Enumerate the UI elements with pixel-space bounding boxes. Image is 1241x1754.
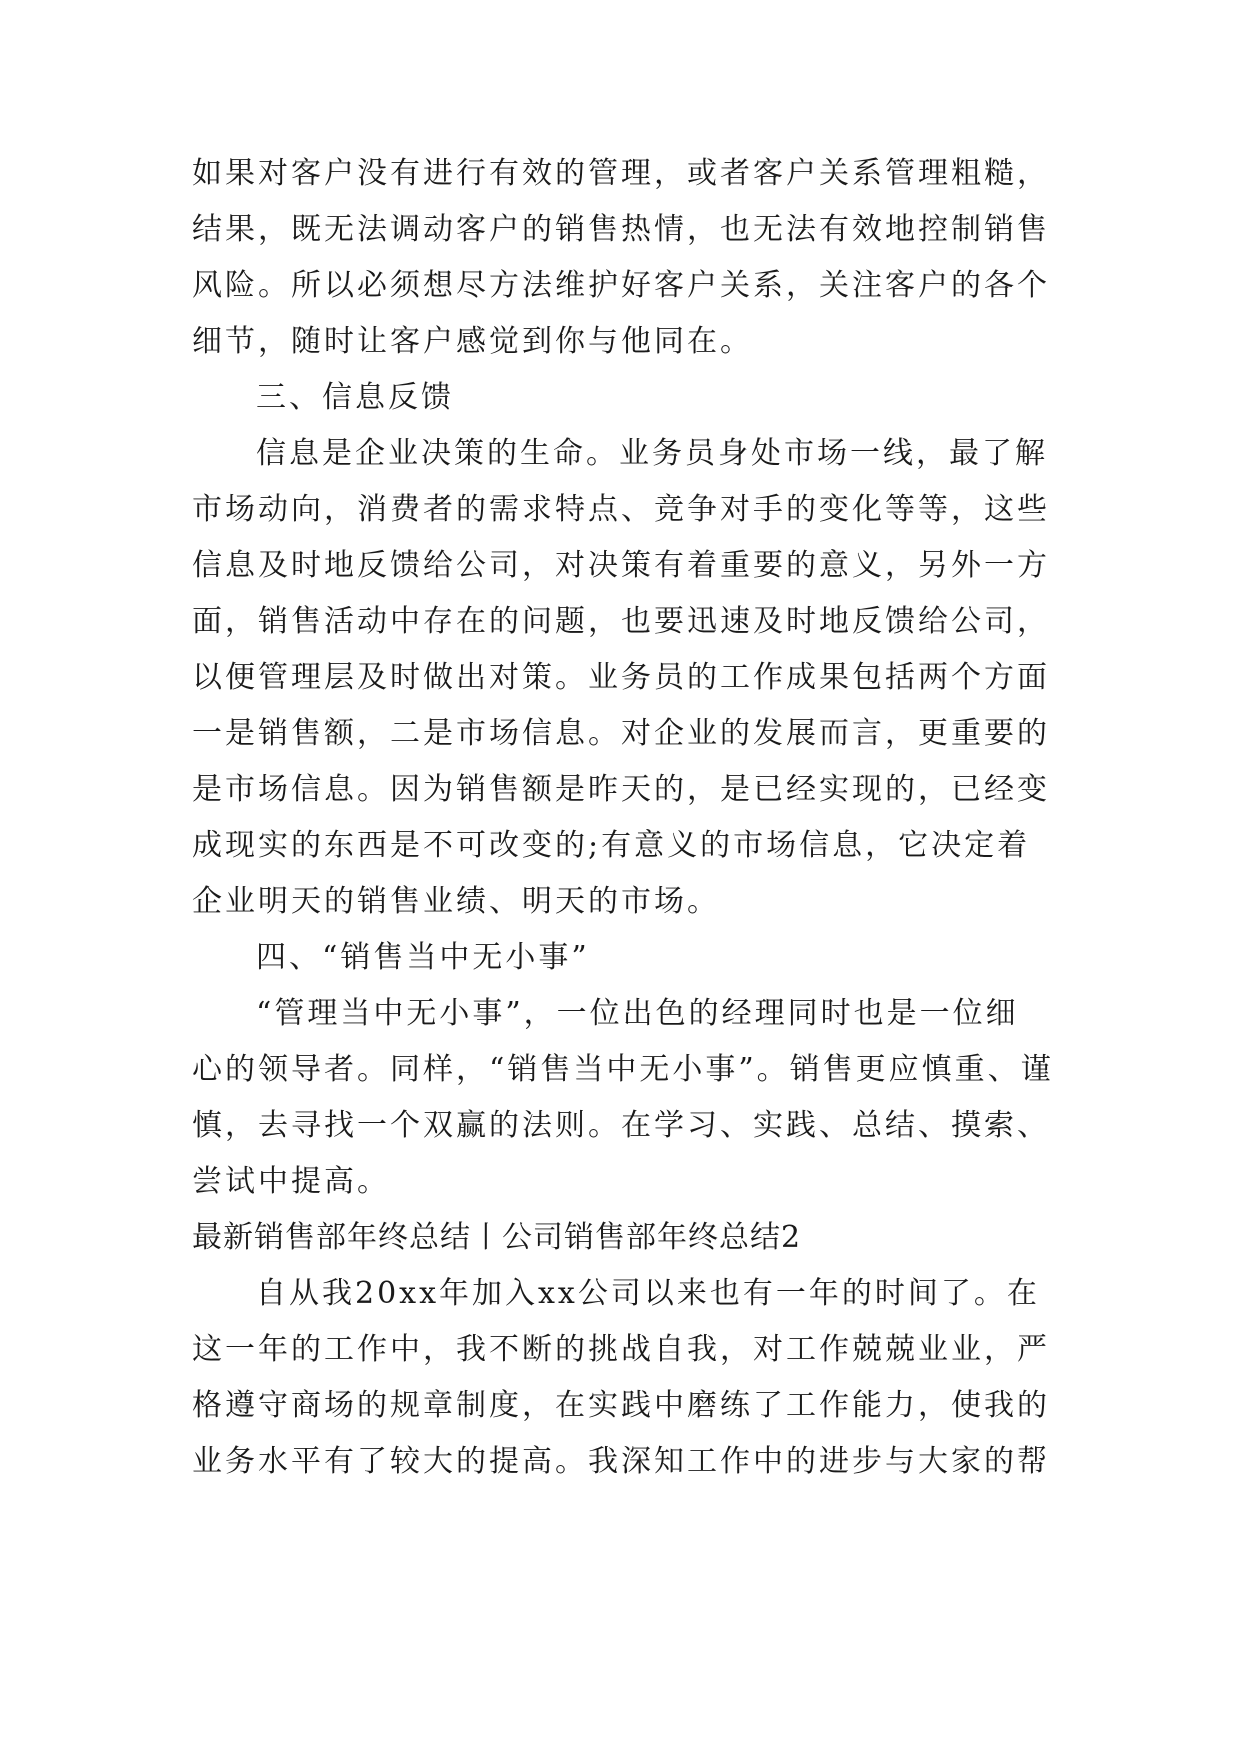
document-title: 最新销售部年终总结丨公司销售部年终总结2 <box>192 1220 802 1255</box>
body-text-line: 自从我20xx年加入xx公司以来也有一年的时间了。在 <box>256 1276 1040 1311</box>
body-text-line: 是市场信息。因为销售额是昨天的，是已经实现的，已经变 <box>192 772 1050 807</box>
body-text-line: 面，销售活动中存在的问题，也要迅速及时地反馈给公司， <box>192 604 1050 639</box>
body-text-line: 细节，随时让客户感觉到你与他同在。 <box>192 324 753 359</box>
body-text-line: 业务水平有了较大的提高。我深知工作中的进步与大家的帮 <box>192 1444 1050 1479</box>
body-text-line: 信息是企业决策的生命。业务员身处市场一线，最了解 <box>256 436 1048 471</box>
body-text-line: 信息及时地反馈给公司，对决策有着重要的意义，另外一方 <box>192 548 1050 583</box>
body-text-line: 企业明天的销售业绩、明天的市场。 <box>192 884 720 919</box>
body-text-line: 这一年的工作中，我不断的挑战自我，对工作兢兢业业，严 <box>192 1332 1050 1367</box>
body-text-line: 格遵守商场的规章制度，在实践中磨练了工作能力，使我的 <box>192 1388 1050 1423</box>
body-text-line: 结果，既无法调动客户的销售热情，也无法有效地控制销售 <box>192 212 1050 247</box>
body-text-line: 慎，去寻找一个双赢的法则。在学习、实践、总结、摸索、 <box>192 1108 1050 1143</box>
body-text-line: 如果对客户没有进行有效的管理，或者客户关系管理粗糙， <box>192 156 1050 191</box>
body-text-line: 以便管理层及时做出对策。业务员的工作成果包括两个方面 <box>192 660 1050 695</box>
body-text-line: 心的领导者。同样，“销售当中无小事”。销售更应慎重、谨 <box>192 1052 1054 1087</box>
section-heading: 三、信息反馈 <box>256 380 454 415</box>
body-text-line: 成现实的东西是不可改变的;有意义的市场信息，它决定着 <box>192 828 1031 863</box>
body-text-line: 市场动向，消费者的需求特点、竞争对手的变化等等，这些 <box>192 492 1050 527</box>
body-text-line: 尝试中提高。 <box>192 1164 390 1199</box>
section-heading: 四、“销售当中无小事” <box>256 940 590 975</box>
body-text-line: “管理当中无小事”，一位出色的经理同时也是一位细 <box>256 996 1019 1031</box>
body-text-line: 风险。所以必须想尽方法维护好客户关系，关注客户的各个 <box>192 268 1050 303</box>
body-text-line: 一是销售额，二是市场信息。对企业的发展而言，更重要的 <box>192 716 1050 751</box>
